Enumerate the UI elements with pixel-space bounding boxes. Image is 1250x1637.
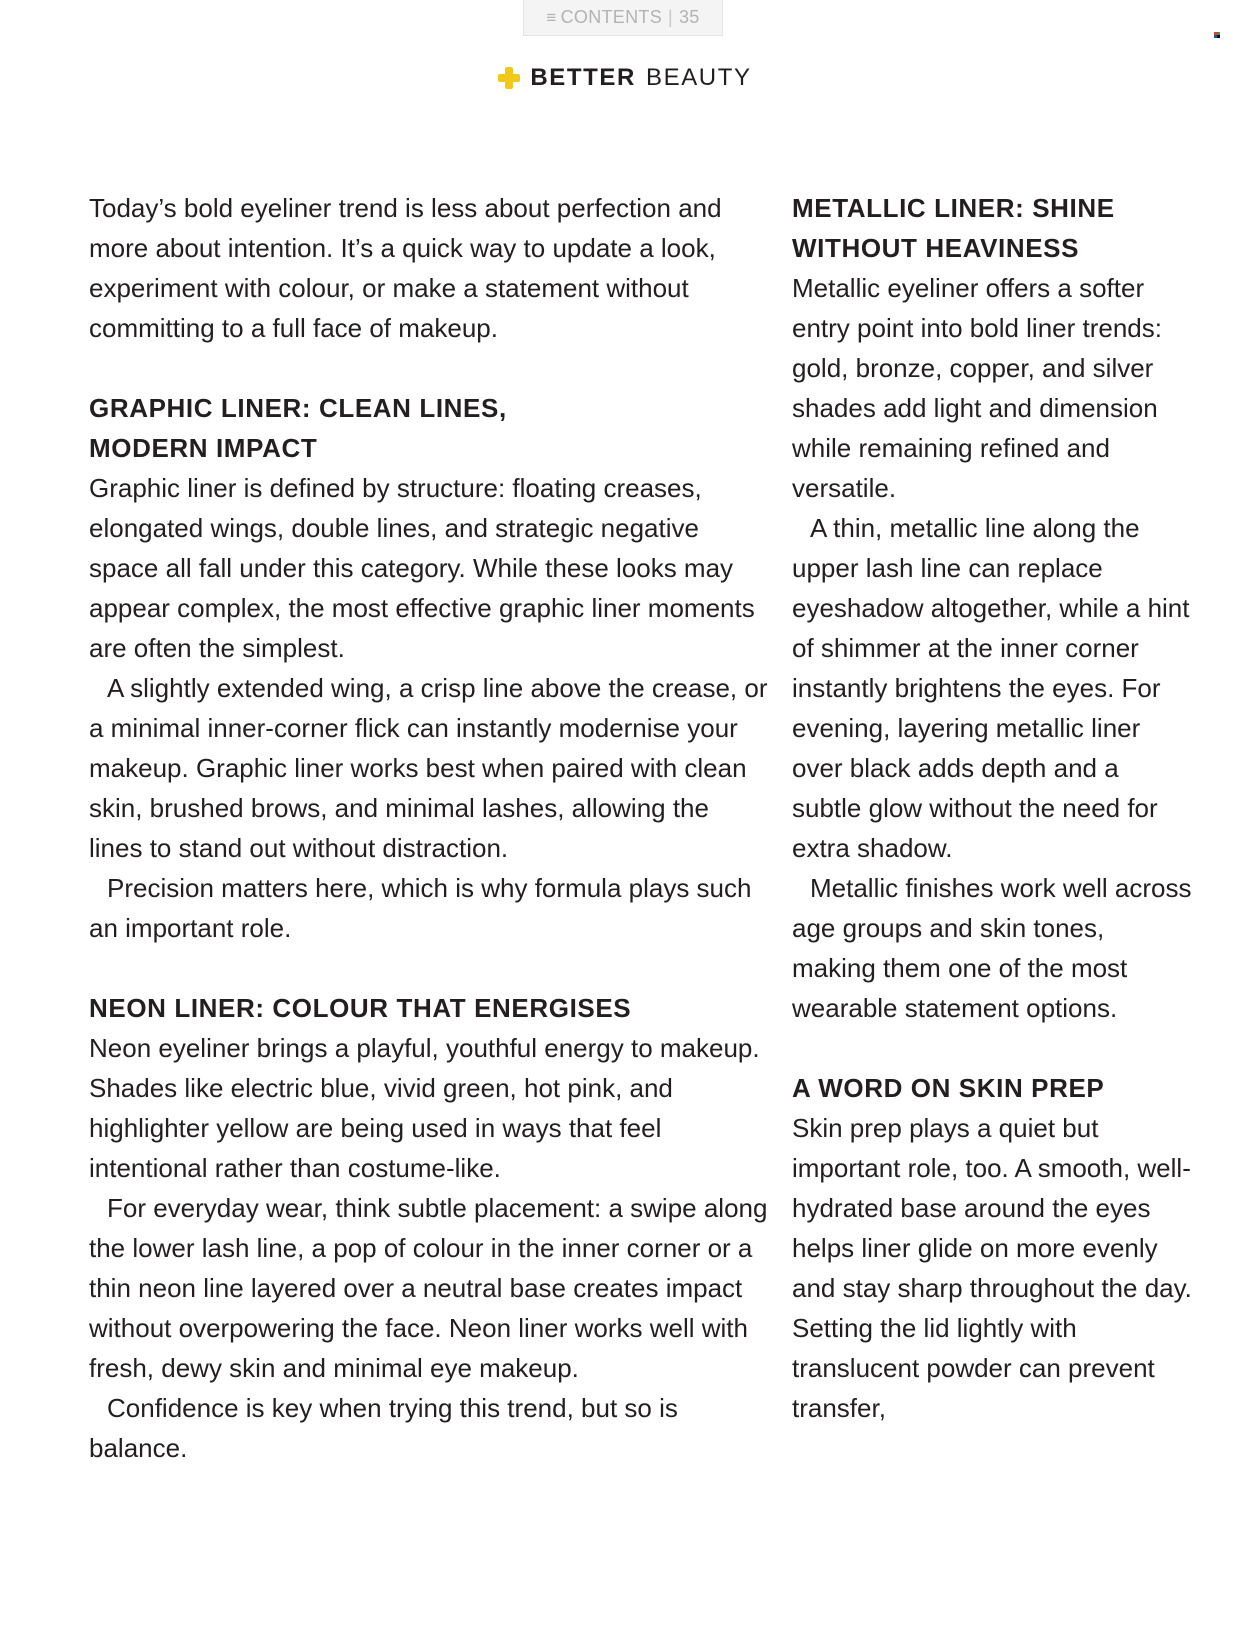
metallic-paragraph-1: Metallic eyeliner offers a softer entry point into bold liner trends: gold, bronze, copper, and silver shades add light and dimension while remaining refined and versatile.	[792, 273, 1162, 503]
neon-paragraph-2: For everyday wear, think subtle placement: a swipe along the lower lash line, a pop of colour in the inner corner or a thin neon line layered over a neutral base creates impact without overpowering the face. Neon liner works well with fresh, dewy skin and minimal eye makeup.	[89, 1193, 768, 1383]
neon-paragraph-1: Neon eyeliner brings a playful, youthful energy to makeup. Shades like electric blue, vivid green, hot pink, and highlighter yellow are being used in ways that feel intentional rather than costume-like.	[89, 1033, 760, 1183]
contents-button[interactable]	[523, 0, 723, 36]
left-column	[89, 188, 769, 1468]
metallic-paragraph-2: A thin, metallic line along the upper lash line can replace eyeshadow altogether, while a hint of shimmer at the inner corner instantly brightens the eyes. For evening, layering metallic liner over black adds depth and a subtle glow without the need for extra shadow.	[792, 513, 1190, 863]
graphic-paragraph-3: Precision matters here, which is why formula plays such an important role.	[89, 873, 752, 943]
skin-prep-heading: A WORD ON SKIN PREP	[792, 1073, 1105, 1103]
menu-icon: ≡	[546, 7, 557, 27]
neon-heading: NEON LINER: COLOUR THAT ENERGISES	[89, 993, 632, 1023]
plus-icon	[498, 67, 520, 89]
skin-prep-paragraph-1: Skin prep plays a quiet but important role, too. A smooth, well-hydrated base around the eyes helps liner glide on more evenly and stay sharp throughout the day. Setting the lid lightly with translucent powder can prevent transfer,	[792, 1113, 1192, 1423]
page-number: 35	[679, 7, 700, 27]
separator: |	[668, 7, 673, 27]
section-title-bold: BETTER	[530, 64, 636, 91]
metallic-heading-line-2: WITHOUT HEAVINESS	[792, 233, 1080, 263]
contents-label: CONTENTS	[560, 7, 663, 27]
section-title-light: BEAUTY	[645, 64, 752, 91]
graphic-paragraph-1: Graphic liner is defined by structure: floating creases, elongated wings, double lines, and strategic negative space all fall under this category. While these looks may appear complex, the most effective graphic liner moments are often the simplest.	[89, 473, 755, 663]
graphic-heading-line-2: MODERN IMPACT	[89, 433, 318, 463]
corner-mark-icon	[1214, 32, 1220, 38]
graphic-heading-line-1: GRAPHIC LINER: CLEAN LINES,	[89, 393, 507, 423]
metallic-paragraph-3: Metallic finishes work well across age groups and skin tones, making them one of the most wearable statement options.	[792, 873, 1192, 1023]
graphic-paragraph-2: A slightly extended wing, a crisp line above the crease, or a minimal inner-corner flick can instantly modernise your makeup. Graphic liner works best when paired with clean skin, brushed brows, and minimal lashes, allowing the lines to stand out without distraction.	[89, 673, 768, 863]
neon-paragraph-3: Confidence is key when trying this trend, but so is balance.	[89, 1393, 678, 1463]
intro-paragraph: Today’s bold eyeliner trend is less about perfection and more about intention. It’s a quick way to update a look, experiment with colour, or make a statement without committing to a full face of makeup.	[89, 193, 722, 343]
metallic-heading-line-1: METALLIC LINER: SHINE	[792, 193, 1115, 223]
right-column	[792, 188, 1192, 1428]
section-header	[0, 64, 1250, 92]
